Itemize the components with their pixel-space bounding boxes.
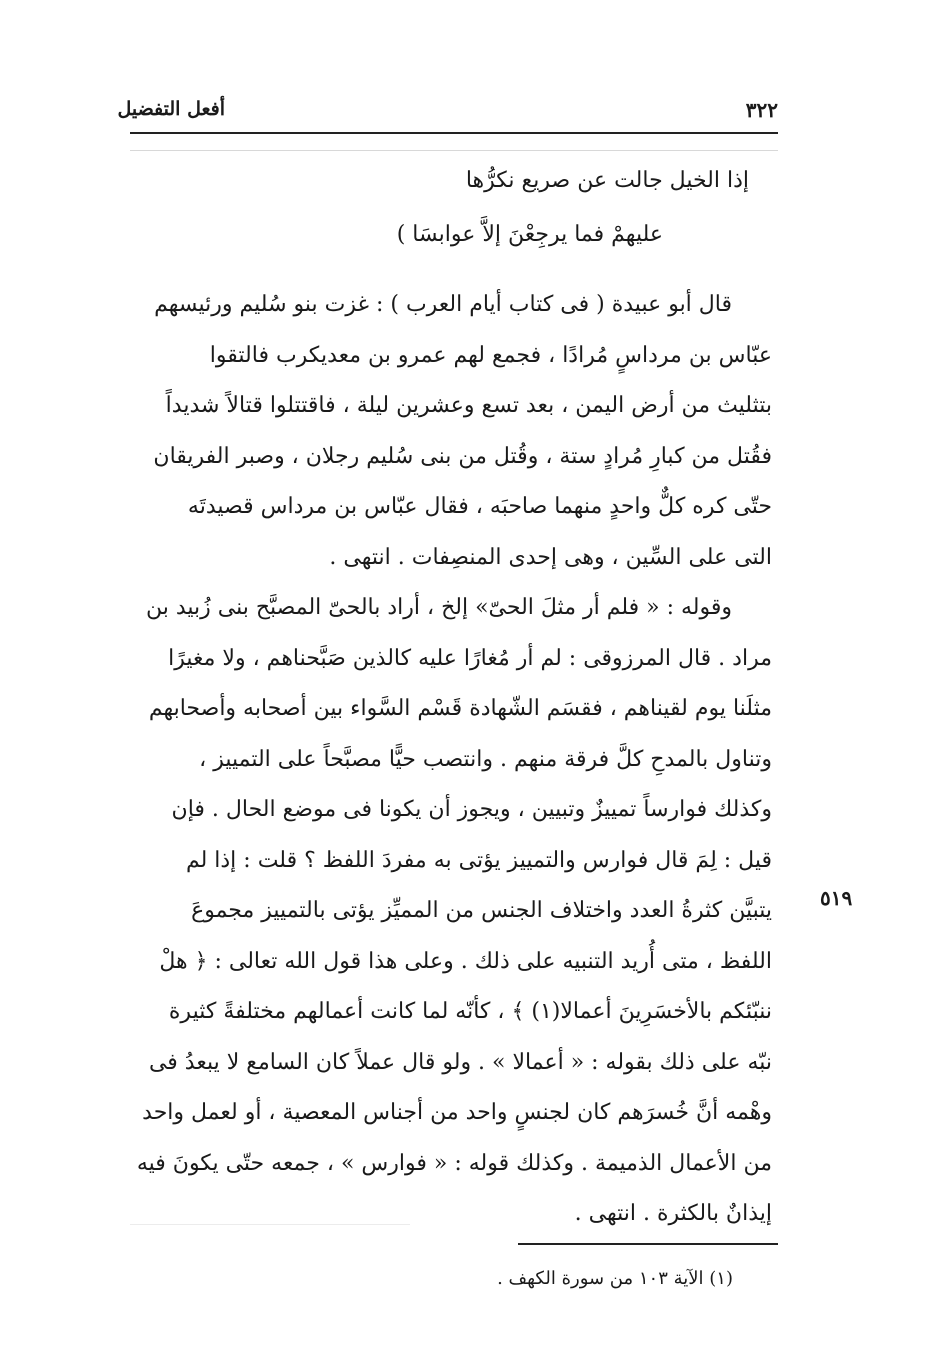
verse-line-2: عليهمْ فما يرجِعْنَ إلاَّ عوابسَا ) [396, 222, 663, 247]
text-line: التى على السِّين ، وهى إحدى المنصِفات . انتهى . [329, 544, 772, 570]
text-line: فقُتل من كبارِ مُرادٍ ستة ، وقُتل من بنى سُليم رجلان ، وصبر الفريقان [153, 443, 772, 469]
footnote: (١) الآية ١٠٣ من سورة الكهف . [497, 1268, 733, 1289]
text-line: قيل : لِمَ قال فوارس والتمييز يؤتى به مفردَ اللفظ ؟ قلت : إذا لم [185, 847, 772, 873]
text-line: إيذانٌ بالكثرة . انتهى . [574, 1201, 772, 1226]
bleed-through-line [130, 1224, 410, 1225]
text-line: مثلَنا يوم لقيناهم ، فقسَم الشّهادة قَسْم السَّواء بين أصحابه وأصحابهم [148, 696, 772, 721]
text-line: وكذلك فوارساً تمييزٌ وتبيين ، ويجوز أن يكونا فى موضع الحال . فإن [171, 797, 772, 822]
text-line: من الأعمال الذميمة . وكذلك قوله : « فوارس » ، جمعه حتّى يكونَ فيه [136, 1150, 772, 1176]
text-line: اللفظ ، متى أُريد التنبيه على ذلك . وعلى هذا قول الله تعالى : ﴿ هلْ [159, 948, 772, 974]
text-line: مراد . قال المرزوقى : لم أر مُغارًا عليه كالذين صَبَّحناهم ، ولا مغيرًا [168, 645, 772, 671]
header-rule [130, 132, 778, 134]
text-line: وتناول بالمدحِ كلَّ فرقة منهم . وانتصب حيًّا مصبَّحاً على التمييز ، [199, 746, 772, 772]
text-line: قال أبو عبيدة ( فى كتاب أيام العرب ) : غزت بنو سُليم ورئيسهم [154, 292, 732, 317]
paragraph-1 [132, 280, 772, 583]
text-line: وقوله : « فلم أر مثلَ الحىّ» إلخ ، أراد بالحىّ المصبَّح بنى زُبيد بن [145, 595, 732, 620]
text-line: بتثليث من أرض اليمن ، بعد تسع وعشرين ليلة ، فاقتتلوا قتالاً شديداً [165, 393, 772, 418]
verse-line-1: إذا الخيل جالت عن صريع نكرُّها [465, 168, 749, 193]
text-line: عبّاس بن مرداسٍ مُرادًا ، فجمع لهم عمرو بن معديكرب فالتقوا [209, 342, 772, 368]
text-line: ننبّئكم بالأخسَرِينَ أعمالا(١) ﴾ ، كأنّه لما كانت أعمالهم مختلفةً كثيرة [168, 999, 772, 1024]
footnote-rule [518, 1243, 778, 1245]
text-line: وهْمه أنَّ خُسرَهم كان لجنسٍ واحد من أجناس المعصية ، أو لعمل واحد [142, 1100, 772, 1125]
page-number: ٣٢٢ [745, 98, 778, 122]
text-line: حتّى كره كلٌّ واحدٍ منهما صاحبَه ، فقال عبّاس بن مرداس قصيدتَه [187, 494, 772, 519]
text-line: يتبيَّن كثرةُ العدد واختلاف الجنس من المميِّز يؤتى بالتمييز مجموعَ [191, 898, 772, 923]
running-header [117, 98, 778, 134]
chapter-title: أفعل التفضيل [117, 98, 225, 120]
paragraph-2 [132, 583, 772, 1240]
margin-number: ٥١٩ [820, 886, 853, 910]
bleed-through-rule [130, 150, 778, 151]
text-line: نبّه على ذلك بقوله : « أعمالا » . ولو قال عملاً كان السامع لا يبعدُ فى [148, 1049, 772, 1075]
